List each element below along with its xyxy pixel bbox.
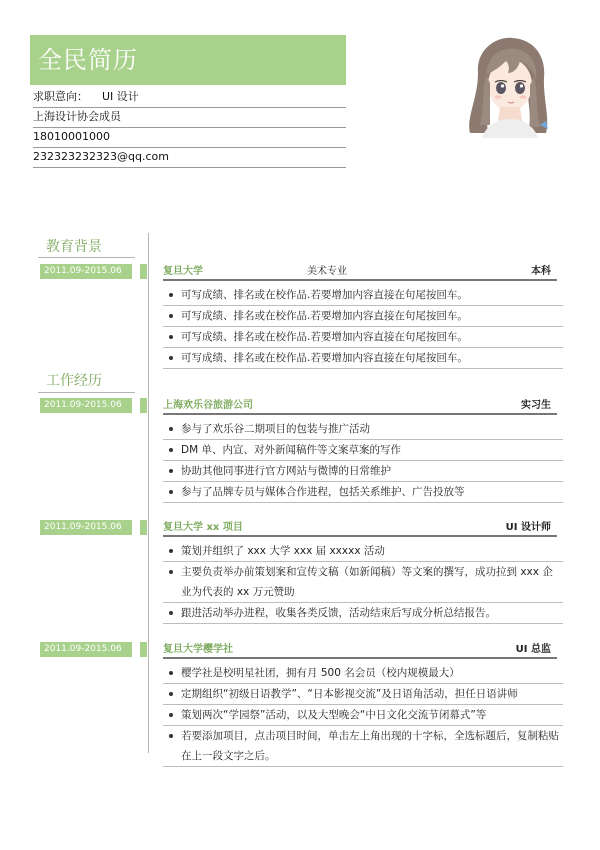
section-divider	[38, 257, 135, 258]
job-2-list	[163, 541, 563, 624]
list-item: 策划两次“学园祭”活动，以及大型晚会“中日文化交流节闭幕式”等	[163, 705, 563, 726]
job-3-list	[163, 663, 563, 767]
date-tag: 2011.09-2015.06	[40, 642, 132, 657]
school-name: 复旦大学	[163, 266, 203, 277]
company-name: 复旦大学 xx 项目	[163, 522, 243, 533]
job-intent-value: UI 设计	[102, 90, 139, 103]
major-name: 美术专业	[307, 266, 347, 277]
list-item: 樱学社是校明星社团，拥有月 500 名会员（校内规模最大）	[163, 663, 563, 684]
degree-name: 本科	[531, 266, 551, 277]
resume-title: 全民简历	[38, 46, 138, 74]
avatar	[458, 33, 558, 138]
org-line: 上海设计协会成员	[33, 108, 346, 128]
job-intent-line	[33, 88, 346, 108]
phone-line: 18010001000	[33, 128, 346, 148]
list-item: 策划并组织了 xxx 大学 xxx 届 xxxxx 活动	[163, 541, 563, 562]
list-item: 可写成绩、排名或在校作品.若要增加内容直接在句尾按回车。	[163, 306, 563, 327]
date-tag: 2011.09-2015.06	[40, 398, 132, 413]
list-item: 可写成绩、排名或在校作品.若要增加内容直接在句尾按回车。	[163, 327, 563, 348]
education-list	[163, 285, 563, 369]
timeline-marker	[140, 264, 147, 279]
entry-header-education	[163, 264, 557, 281]
date-tag: 2011.09-2015.06	[40, 264, 132, 279]
job-role: UI 总监	[515, 644, 551, 655]
job-intent-label: 求职意向：	[33, 90, 88, 103]
list-item: 主要负责举办前策划案和宣传文稿（如新闻稿）等文案的撰写，成功拉到 xxx 企业为代表的 xx 万元赞助	[163, 562, 563, 603]
list-item: 参与了欢乐谷二期项目的包装与推广活动	[163, 419, 563, 440]
section-divider	[38, 392, 135, 393]
timeline-marker	[140, 642, 147, 657]
timeline-line	[148, 233, 149, 753]
job-role: 实习生	[521, 400, 551, 411]
timeline-marker	[140, 520, 147, 535]
list-item: 协助其他同事进行官方网站与微博的日常维护	[163, 461, 563, 482]
entry-header-job-3	[163, 642, 557, 659]
list-item: 可写成绩、排名或在校作品.若要增加内容直接在句尾按回车。	[163, 285, 563, 306]
email-line: 232323232323@qq.com	[33, 148, 346, 168]
entry-header-job-2	[163, 520, 557, 537]
list-item: 可写成绩、排名或在校作品.若要增加内容直接在句尾按回车。	[163, 348, 563, 369]
date-tag: 2011.09-2015.06	[40, 520, 132, 535]
list-item: DM 单、内宣、对外新闻稿件等文案草案的写作	[163, 440, 563, 461]
job-role: UI 设计师	[505, 522, 551, 533]
entry-header-job-1	[163, 398, 557, 415]
job-1-list	[163, 419, 563, 503]
company-name: 复旦大学樱学社	[163, 644, 233, 655]
company-name: 上海欢乐谷旅游公司	[163, 400, 253, 411]
timeline-marker	[140, 398, 147, 413]
section-title-work: 工作经历	[46, 373, 102, 389]
list-item: 跟进活动举办进程，收集各类反馈，活动结束后写成分析总结报告。	[163, 603, 563, 624]
list-item: 若要添加项目，点击项目时间，单击左上角出现的十字标，全选标题后，复制粘贴在上一段文字之后。	[163, 726, 563, 767]
section-title-education: 教育背景	[46, 239, 102, 255]
list-item: 参与了品牌专员与媒体合作进程，包括关系维护、广告投放等	[163, 482, 563, 503]
list-item: 定期组织“初级日语教学”、“日本影视交流”及日语角活动，担任日语讲师	[163, 684, 563, 705]
